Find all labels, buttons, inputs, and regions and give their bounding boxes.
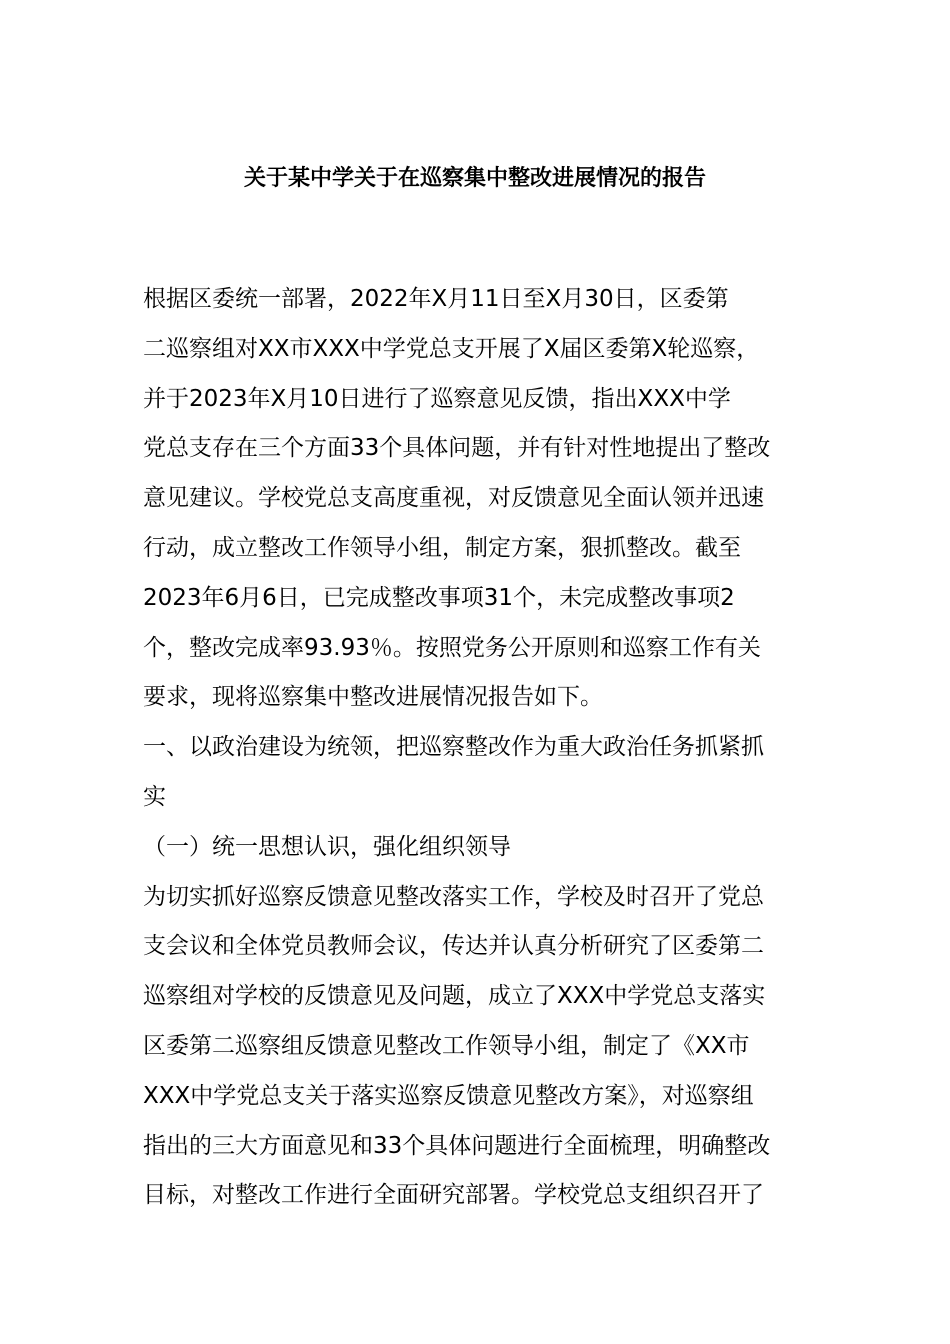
section-heading: 一、以政治建设为统领，把巡察整改作为重大政治任务抓紧抓: [143, 734, 764, 761]
body-line: 意见建议。学校党总支高度重视，对反馈意见全面认领并迅速: [143, 485, 764, 512]
body-line: 根据区委统一部署，2022年X月11日至X月30日，区委第: [143, 286, 729, 312]
body-line: 为切实抓好巡察反馈意见整改落实工作，学校及时召开了党总: [143, 883, 764, 910]
body-line: 二巡察组对XX市XXX中学党总支开展了X届区委第X轮巡察，: [143, 335, 760, 362]
body-line: 个，整改完成率93.93％。按照党务公开原则和巡察工作有关: [143, 634, 761, 661]
body-line: 支会议和全体党员教师会议，传达并认真分析研究了区委第二: [143, 933, 764, 960]
section-heading: 实: [143, 783, 166, 810]
document-body: [143, 275, 818, 1221]
body-line: 行动，成立整改工作领导小组，制定方案，狠抓整改。截至: [143, 534, 741, 561]
body-line: 党总支存在三个方面33个具体问题，并有针对性地提出了整改: [143, 435, 771, 462]
body-line: XXX中学党总支关于落实巡察反馈意见整改方案》，对巡察组: [143, 1082, 754, 1109]
body-line: 巡察组对学校的反馈意见及问题，成立了XXX中学党总支落实: [143, 983, 766, 1010]
subsection-heading: （一）统一思想认识，强化组织领导: [143, 833, 511, 860]
document-title: 关于某中学关于在巡察集中整改进展情况的报告: [243, 166, 706, 191]
body-line: 指出的三大方面意见和33个具体问题进行全面梳理，明确整改: [143, 1132, 771, 1159]
body-line: 并于2023年X月10日进行了巡察意见反馈，指出XXX中学: [143, 385, 731, 412]
body-line: 2023年6月6日，已完成整改事项31个，未完成整改事项2: [143, 584, 735, 611]
body-line: 目标，对整改工作进行全面研究部署。学校党总支组织召开了: [143, 1182, 764, 1209]
body-line: 要求，现将巡察集中整改进展情况报告如下。: [143, 684, 603, 711]
body-line: 区委第二巡察组反馈意见整改工作领导小组，制定了《XX市: [143, 1032, 750, 1059]
